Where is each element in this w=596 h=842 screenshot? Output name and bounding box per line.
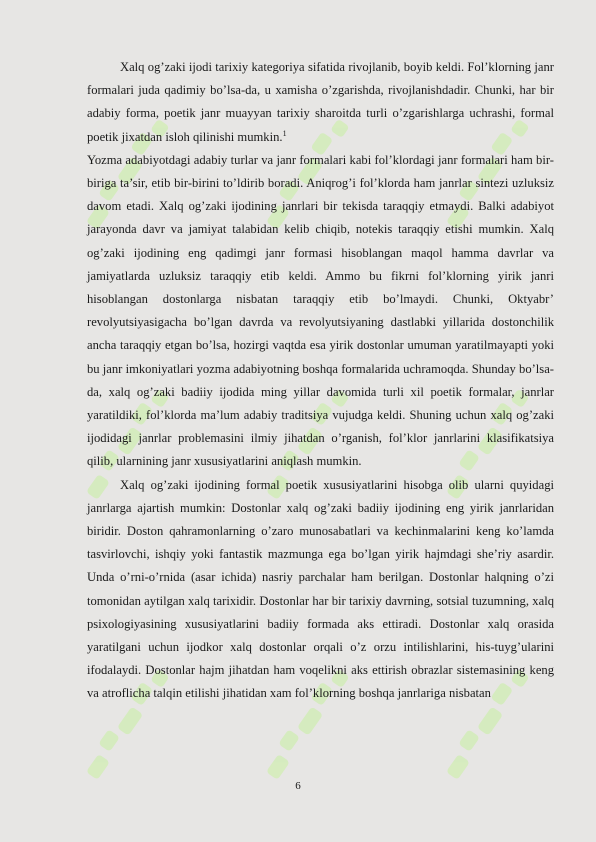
watermark-segment <box>446 754 470 780</box>
watermark-segment <box>117 706 143 735</box>
paragraph-2: Yozma adabiyotdagi adabiy turlar va janr formalari kabi fol’klordagi janr formalari ham bir-biriga ta’sir, etib bir-birini to’ldirib boradi. Aniqrog’i fol’klorda ham janrlar sintezi uzluksiz davom etadi. Xalq og’zaki ijodining janrlari bir tekisda taraqqiy etmaydi. Balki adabiyot jarayonda davr va jamiyat talabidan kelib chiqib, notekis taraqqiy etishi mumkin. Xalq og’zaki ijodining eng qadimgi janr formasi hisoblangan maqol hamma davrlar va jamiyatlarda uzluksiz taraqqiy etib keldi. Ammo bu fikrni fol’klorning yirik janri hisoblangan dostonlarga nisbatan taraqqiy etib bo’lmaydi. Chunki, Oktyabr’ revolyutsiyasigacha bo’lgan davrda va revolyutsiyaning dastlabki yillarida dostonchilik ancha taraqqiy etgan bo’lsa, hozirgi vaqtda esa yirik dostonlar umuman yaratilmayapti yoki bu janr imkoniyatlari yozma adabiyotning boshqa formalarida uchramoqda. Shunday bo’lsa-da, xalq og’zaki badiiy ijodida ming yillar davomida turli xil poetik formalar, janrlar yaratildiki, fol’klorda ma’lum adabiy traditsiya vujudga keldi. Shuning uchun xalq og’zaki ijodidagi janrlar problemasini ilmiy jihatdan o’rganish, fol’klor janrlarini klasifikatsiya qilib, ularnining janr xususiyatlarini aniqlash mumkin. <box>87 152 554 469</box>
watermark-segment <box>477 706 503 735</box>
watermark-segment <box>278 729 300 752</box>
paragraph-3: Xalq og’zaki ijodining formal poetik xususiyatlarini hisobga olib ularni quyidagi janrlarga ajartish mumkin: Dostonlar xalq og’zaki badiiy ijodining eng yirik janrlaridan biridir. Doston qahramonlarning o’zaro munosabatlari va kechinmalarini keng ko’lamda tasvirlovchi, ishqiy yoki fantastik mazmunga ega bo’lgan yirik hajmdagi she’riy asardir. Unda o’rni-o’rnida (asar ichida) nasriy parchalar ham berilgan. Dostonlar halqning o’zi tomonidan aytilgan xalq tarixidir. Dostonlar har bir tarixiy davrning, sotsial tuzumning, xalq psixologiyasining xususiyatlarini badiiy formada aks ettiradi. Dostonlar xalq orasida yaratilgani uchun ijodkor xalq dostonlar orqali o’z orzu intilishlarini, his-tuyg’ularini ifodalaydi. Dostonlar hajm jihatdan ham voqelikni aks ettirish obrazlar sistemasining keng va atroflicha talqin etilishi jihatidan xam fol’klorning boshqa janrlariga nisbatan <box>87 477 554 701</box>
document-body <box>87 56 554 706</box>
watermark-segment <box>98 729 120 752</box>
watermark-segment <box>86 754 110 780</box>
page-number: 6 <box>295 780 301 792</box>
footnote-ref[interactable]: 1 <box>282 128 287 138</box>
watermark-segment <box>297 706 323 735</box>
paragraph-1-text: Xalq og’zaki ijodi tarixiy kategoriya sifatida rivojlanib, boyib keldi. Fol’klorning janr formalari juda qadimiy bo’lsa-da, u xamisha o’zgarishda, rivojlanishdadir. Chunki, har bir adabiy forma, poetik janr muayyan tarixiy sharoitda turli o’zgarishlarga uchrashi, formal poetik jixatdan isloh qilinishi mumkin. <box>87 60 554 144</box>
watermark-segment <box>266 754 290 780</box>
paragraph-1 <box>87 56 554 149</box>
watermark-segment <box>458 729 480 752</box>
